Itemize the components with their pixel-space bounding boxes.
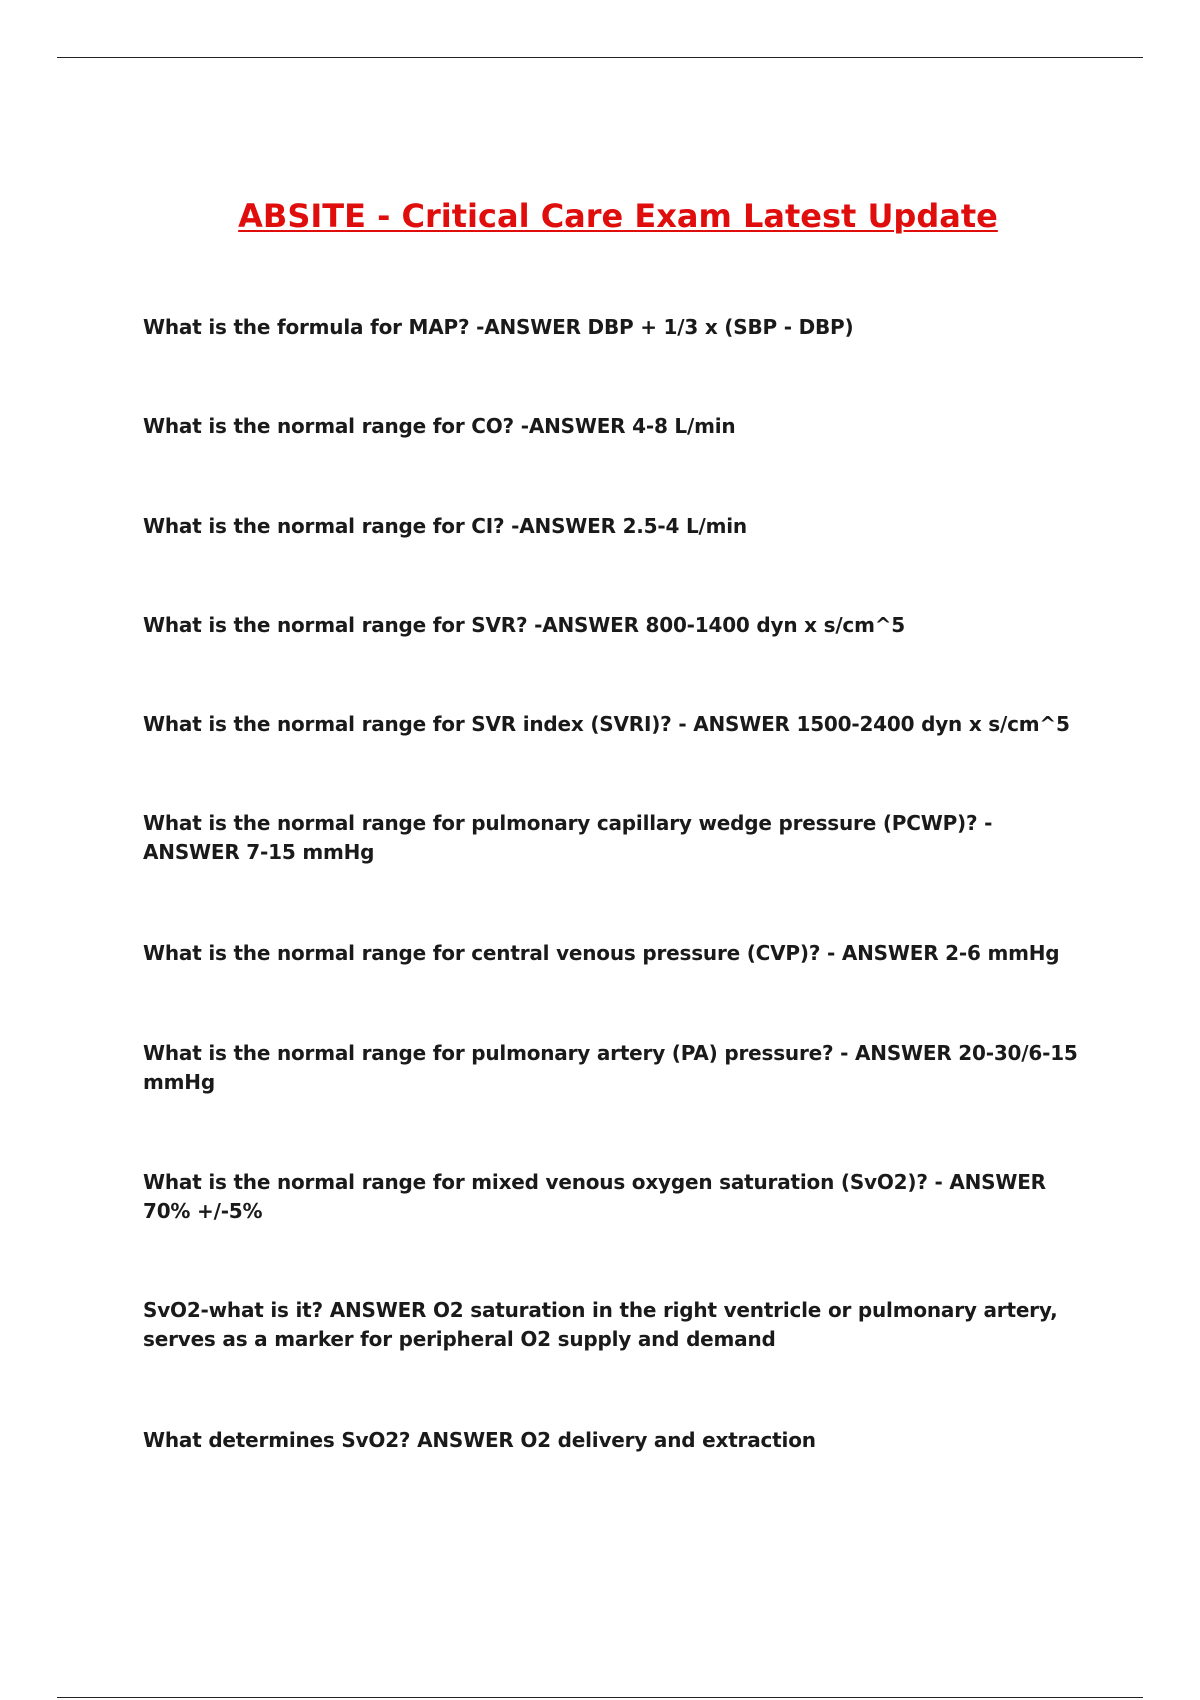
qa-item-svr-range: What is the normal range for SVR? -ANSWER 800-1400 dyn x s/cm^5 [143,613,905,637]
qa-item-map-formula: What is the formula for MAP? -ANSWER DBP + 1/3 x (SBP - DBP) [143,315,854,339]
qa-item-cvp-range: What is the normal range for central venous pressure (CVP)? - ANSWER 2-6 mmHg [143,941,1060,965]
footer-rule [57,1697,1143,1698]
qa-item-pa-pressure-range: What is the normal range for pulmonary artery (PA) pressure? - ANSWER 20-30/6-15 mmHg [143,1041,1078,1094]
qa-item-svo2-definition: SvO2-what is it? ANSWER O2 saturation in the right ventricle or pulmonary artery, serves as a marker for peripheral O2 supply and demand [143,1298,1058,1351]
qa-item-svo2-range: What is the normal range for mixed venous oxygen saturation (SvO2)? - ANSWER 70% +/-5% [143,1170,1046,1223]
header-rule [57,57,1143,58]
qa-item-ci-range: What is the normal range for CI? -ANSWER 2.5-4 L/min [143,514,747,538]
qa-item-co-range: What is the normal range for CO? -ANSWER 4-8 L/min [143,414,736,438]
qa-item-svri-range: What is the normal range for SVR index (SVRI)? - ANSWER 1500-2400 dyn x s/cm^5 [143,712,1070,736]
qa-item-pcwp-range: What is the normal range for pulmonary capillary wedge pressure (PCWP)? - ANSWER 7-15 mmHg [143,811,993,864]
document-title: ABSITE - Critical Care Exam Latest Update [238,197,998,235]
qa-item-svo2-determinants: What determines SvO2? ANSWER O2 delivery and extraction [143,1428,816,1452]
